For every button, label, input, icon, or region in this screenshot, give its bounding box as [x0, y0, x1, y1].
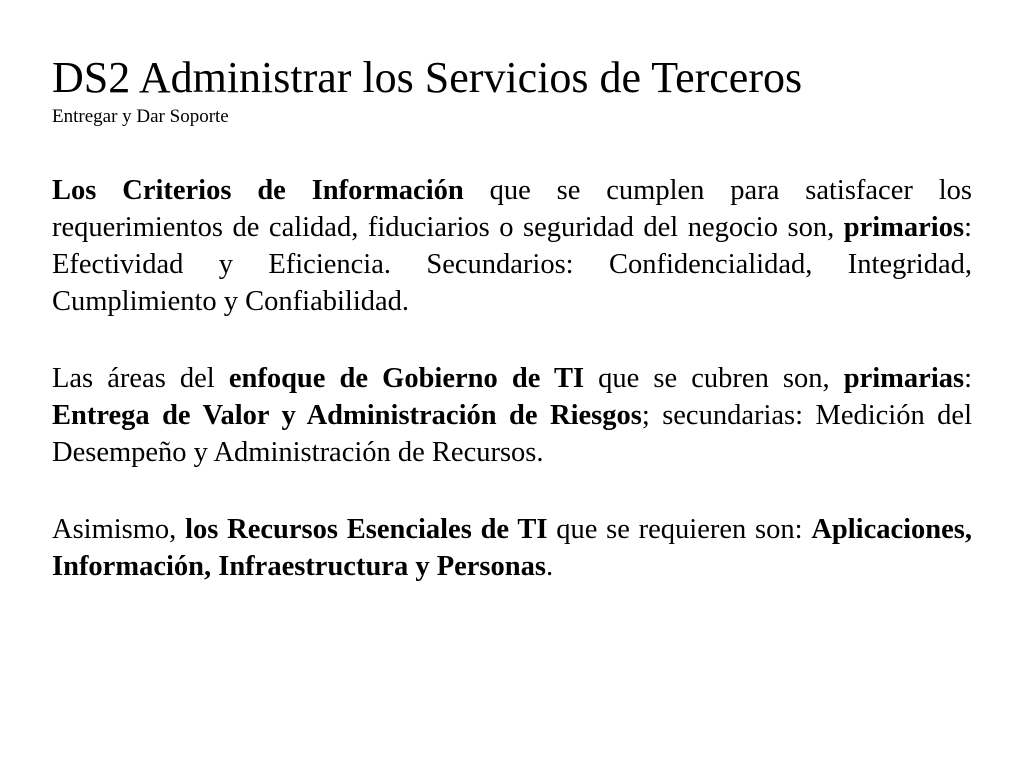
bold-text: primarios	[843, 212, 965, 243]
paragraph-governance-areas	[52, 360, 972, 471]
slide-body	[52, 172, 972, 585]
body-text: Las áreas del	[52, 363, 229, 394]
paragraph-information-criteria	[52, 172, 972, 320]
body-text: .	[545, 551, 554, 582]
body-text: :	[964, 363, 973, 394]
bold-text: Los Criterios de Información	[52, 175, 464, 206]
slide-title: DS2 Administrar los Servicios de Terceros	[52, 53, 803, 102]
body-text: que se cubren son,	[584, 363, 844, 394]
body-text: Asimismo,	[52, 514, 186, 545]
body-text: : Efectividad y Eficiencia. Secundarios: Confidencialidad, Integridad, Cumplimiento y Confiabilidad.	[52, 212, 972, 317]
bold-text: Aplicaciones, Información, Infraestructura y Personas	[52, 514, 973, 582]
bold-text: los Recursos Esenciales de TI	[185, 514, 548, 545]
bold-text: enfoque de Gobierno de TI	[228, 363, 585, 394]
body-text: que se cumplen para satisfacer los requerimientos de calidad, fiduciarios o seguridad del negocio son,	[52, 175, 972, 243]
bold-text: Entrega de Valor y Administración de Riesgos	[52, 400, 642, 431]
paragraph-essential-resources	[52, 511, 972, 585]
body-text: que se requieren son:	[547, 514, 812, 545]
body-text: ; secundarias: Medición del Desempeño y Administración de Recursos.	[52, 400, 972, 468]
bold-text: primarias	[843, 363, 965, 394]
slide-subtitle: Entregar y Dar Soporte	[52, 106, 229, 127]
